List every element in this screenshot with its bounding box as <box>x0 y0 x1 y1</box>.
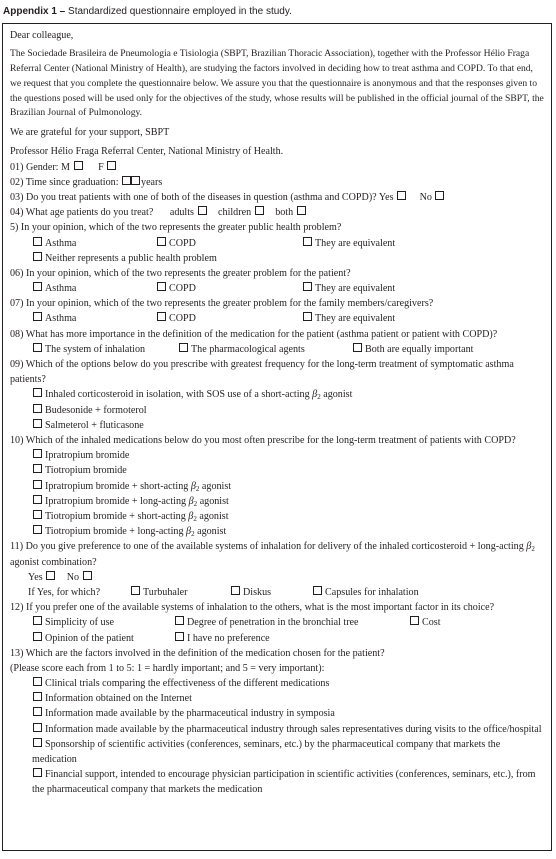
q12-no-preference-label: I have no preference <box>187 632 270 644</box>
q05-equivalent-label: They are equivalent <box>315 237 396 249</box>
checkbox-q06-equivalent[interactable] <box>303 282 312 291</box>
question-12: 12) If you prefer one of the available systems of inhalation to the others, what is the most important factor in its choice? <box>10 602 495 614</box>
checkbox-q05-neither[interactable] <box>33 252 42 261</box>
beta-symbol: β <box>186 526 192 538</box>
q07-asthma-label: Asthma <box>45 313 77 325</box>
q13-internet-label: Information obtained on the Internet <box>45 693 192 705</box>
checkbox-q13-internet[interactable] <box>33 692 42 701</box>
beta-subscript: 2 <box>317 393 321 402</box>
q12-penetration-label: Degree of penetration in the bronchial tree <box>187 617 359 629</box>
checkbox-q11-diskus[interactable] <box>231 586 240 595</box>
question-07: 07) In your opinion, which of the two represents the greater problem for the family members/caregivers? <box>10 298 434 310</box>
question-09: 09) Which of the options below do you prescribe with greatest frequency for the long-term treatment of symptomatic asthma patients? <box>10 359 514 386</box>
q06-copd-label: COPD <box>169 283 196 295</box>
checkbox-q11-yes[interactable] <box>46 571 55 580</box>
q04-adults-label: adults <box>169 207 194 219</box>
greeting: Dear colleague, <box>10 30 74 41</box>
q03-yes-label: Yes <box>378 191 394 203</box>
checkbox-q09-salmeterol[interactable] <box>33 419 42 428</box>
q06-asthma-label: Asthma <box>45 283 77 295</box>
checkbox-q09-ics[interactable] <box>33 388 42 397</box>
q13-sponsorship-label: Sponsorship of scientific activities (conferences, seminars, etc.) by the pharmaceutical company that markets the medication <box>32 738 501 766</box>
q11-ifyes-label: If Yes, for which? <box>28 586 101 598</box>
question-04 <box>10 205 545 220</box>
q09-ics-agonist: agonist <box>323 389 353 401</box>
beta-subscript: 2 <box>191 530 195 539</box>
beta-subscript: 2 <box>531 545 535 554</box>
q13-option-5 <box>10 737 545 767</box>
q11-yes-no-row <box>10 570 545 585</box>
q11-which-row <box>10 585 545 600</box>
q08-options-row <box>10 342 545 357</box>
checkbox-q04-adults[interactable] <box>198 206 207 215</box>
checkbox-q07-copd[interactable] <box>157 312 166 321</box>
input-years-digit-1[interactable] <box>122 176 131 185</box>
q09-option-2 <box>10 403 545 418</box>
checkbox-q10-ipratropium[interactable] <box>33 449 42 458</box>
checkbox-q11-no[interactable] <box>83 571 92 580</box>
checkbox-q03-yes[interactable] <box>397 191 406 200</box>
q08-both-label: Both are equally important <box>365 343 474 355</box>
q10-agonist-label: agonist <box>199 510 229 522</box>
q13-clinical-trials-label: Clinical trials comparing the effectiveness of the different medications <box>45 678 330 690</box>
checkbox-q13-clinical-trials[interactable] <box>33 677 42 686</box>
q13-option-1 <box>10 676 545 691</box>
q10-agonist-label: agonist <box>197 526 227 538</box>
checkbox-q06-copd[interactable] <box>157 282 166 291</box>
beta-subscript: 2 <box>193 499 198 508</box>
beta-symbol: β <box>188 510 194 522</box>
checkbox-q05-copd[interactable] <box>157 237 166 246</box>
q10-option-4 <box>10 494 545 509</box>
appendix-caption <box>3 5 553 19</box>
questionnaire-content <box>10 28 545 798</box>
q07-equivalent-label: They are equivalent <box>315 313 396 325</box>
q07-options-row <box>10 311 545 326</box>
q13-option-3 <box>10 706 545 721</box>
q10-ipratropium-label: Ipratropium bromide <box>45 450 130 462</box>
checkbox-q06-asthma[interactable] <box>33 282 42 291</box>
q05-neither-label: Neither represents a public health problem <box>45 252 217 264</box>
checkbox-q13-sponsorship[interactable] <box>33 738 42 747</box>
checkbox-q12-penetration[interactable] <box>175 616 184 625</box>
q13-financial-support-label: Financial support, intended to encourage physician participation in scientific activities (conferences, seminars, etc.), from the pharmaceutical company that markets the medication <box>32 769 536 796</box>
beta-symbol: β <box>526 541 532 553</box>
thanks-line: We are grateful for your support, SBPT <box>10 127 170 139</box>
q10-ipra-short-label: Ipratropium bromide + short-acting <box>45 480 189 492</box>
q08-agents-label: The pharmacological agents <box>191 343 305 355</box>
question-01-text: 01) Gender: M <box>10 161 70 173</box>
beta-symbol: β <box>312 389 318 401</box>
checkbox-q08-agents[interactable] <box>179 343 188 352</box>
q09-budesonide-label: Budesonide + formoterol <box>45 404 147 416</box>
q08-inhalation-label: The system of inhalation <box>45 343 146 355</box>
q12-options-row-2 <box>10 631 545 646</box>
q12-cost-label: Cost <box>422 617 441 629</box>
checkbox-q05-asthma[interactable] <box>33 237 42 246</box>
checkbox-q09-budesonide[interactable] <box>33 404 42 413</box>
q10-agonist-label: agonist <box>201 480 232 492</box>
q10-tio-long-label: Tiotropium bromide + long-acting <box>45 526 184 538</box>
checkbox-q08-both[interactable] <box>353 343 362 352</box>
q11-capsules-label: Capsules for inhalation <box>325 586 419 598</box>
q10-option-3 <box>10 479 545 494</box>
q11-diskus-label: Diskus <box>243 586 272 598</box>
q09-salmeterol-label: Salmeterol + fluticasone <box>45 419 144 431</box>
beta-subscript: 2 <box>193 514 197 523</box>
question-06: 06) In your opinion, which of the two represents the greater problem for the patient? <box>10 267 351 279</box>
q09-ics-label: Inhaled corticosteroid in isolation, with SOS use of a short-acting <box>45 389 310 401</box>
q06-options-row <box>10 281 545 296</box>
question-11 <box>10 539 545 569</box>
q13-option-6 <box>10 767 545 797</box>
q06-equivalent-label: They are equivalent <box>315 283 396 295</box>
q10-ipra-long-label: Ipratropium bromide + long-acting <box>45 495 187 507</box>
checkbox-q12-cost[interactable] <box>410 616 419 625</box>
checkbox-q07-asthma[interactable] <box>33 312 42 321</box>
beta-subscript: 2 <box>195 484 200 493</box>
checkbox-q10-tio-short[interactable] <box>33 510 42 519</box>
question-13-instructions: (Please score each from 1 to 5: 1 = hardly important; and 5 = very important): <box>10 662 325 674</box>
q04-children-label: children <box>218 207 252 219</box>
checkbox-q10-tiotropium[interactable] <box>33 464 42 473</box>
checkbox-q10-ipra-long[interactable] <box>33 495 42 504</box>
q10-option-5 <box>10 509 545 524</box>
checkbox-q12-simplicity[interactable] <box>33 616 42 625</box>
checkbox-q13-symposia[interactable] <box>33 707 42 716</box>
question-01 <box>10 160 545 175</box>
q13-sales-reps-label: Information made available by the pharmaceutical industry through sales representatives during visits to the office/hospital <box>45 723 542 735</box>
q10-option-1 <box>10 448 545 463</box>
question-03 <box>10 190 545 205</box>
question-04-text: 04) What age patients do you treat? <box>10 207 154 219</box>
question-08: 08) What has more importance in the definition of the medication for the patient (asthma patient or patient with COPD)? <box>10 328 498 340</box>
q10-tiotropium-label: Tiotropium bromide <box>45 465 127 477</box>
q05-options-row-2 <box>10 251 545 266</box>
question-13: 13) Which are the factors involved in the definition of the medication chosen for the patient? <box>10 647 385 659</box>
q10-tio-short-label: Tiotropium bromide + short-acting <box>45 510 186 522</box>
intro-paragraph: The Sociedade Brasileira de Pneumologia e Tisiologia (SBPT, Brazilian Thoracic Association), together with the Professor Hélio Fraga Referral Center (National Ministry of Health), are studying the factors involved in deciding how to treat asthma and COPD. To that end, we request that you complete the questionnaire below. We assure you that the questionnaire is anonymous and that the responses given to the questions posed will be used only for the objectives of the study, whose results will be published in the official journal of the SBPT, the Brazilian Journal of Pulmonology. <box>10 48 544 119</box>
question-02 <box>10 175 545 190</box>
q11-no-label: No <box>66 571 80 583</box>
q10-option-2 <box>10 463 545 478</box>
q10-option-6 <box>10 524 545 539</box>
q11-yes-label: Yes <box>28 571 43 583</box>
q04-both-label: both <box>275 207 294 219</box>
question-10: 10) Which of the inhaled medications below do you most often prescribe for the long-term treatment of patients with COPD? <box>10 435 516 447</box>
q09-option-3 <box>10 418 545 433</box>
question-11-text-b: agonist combination? <box>10 556 97 568</box>
checkbox-q04-both[interactable] <box>297 206 306 215</box>
appendix-label: Appendix 1 – <box>3 6 66 17</box>
checkbox-q13-financial-support[interactable] <box>33 768 42 777</box>
checkbox-q10-tio-long[interactable] <box>33 525 42 534</box>
checkbox-gender-m[interactable] <box>74 161 83 170</box>
q05-options-row-1 <box>10 236 545 251</box>
input-years-digit-2[interactable] <box>131 176 140 185</box>
question-02-text: 02) Time since graduation: <box>10 176 119 188</box>
q12-opinion-label: Opinion of the patient <box>45 632 134 644</box>
beta-symbol: β <box>188 495 194 507</box>
q10-agonist-label: agonist <box>199 495 229 507</box>
q12-simplicity-label: Simplicity of use <box>45 617 114 629</box>
question-11-text-a: 11) Do you give preference to one of the available systems of inhalation for delivery of the inhaled corticosteroid + long-acting <box>10 541 524 553</box>
checkbox-gender-f[interactable] <box>107 161 116 170</box>
checkbox-q11-turbuhaler[interactable] <box>131 586 140 595</box>
question-03-text: 03) Do you treat patients with one of both of the diseases in question (asthma and COPD)? <box>10 191 377 203</box>
beta-symbol: β <box>190 480 196 492</box>
checkbox-q11-capsules[interactable] <box>313 586 322 595</box>
checkbox-q05-equivalent[interactable] <box>303 237 312 246</box>
appendix-title: Standardized questionnaire employed in the study. <box>68 6 292 17</box>
q03-no-label: No <box>419 191 432 203</box>
q09-option-1 <box>10 387 545 402</box>
years-label: years <box>141 176 163 188</box>
checkbox-q10-ipra-short[interactable] <box>33 480 42 489</box>
q13-option-2 <box>10 691 545 706</box>
signature-line: Professor Hélio Fraga Referral Center, National Ministry of Health. <box>10 146 284 158</box>
q13-symposia-label: Information made available by the pharmaceutical industry in symposia <box>45 708 335 720</box>
question-05: 5) In your opinion, which of the two represents the greater public health problem? <box>10 222 342 234</box>
checkbox-q07-equivalent[interactable] <box>303 312 312 321</box>
q05-asthma-label: Asthma <box>45 237 77 249</box>
gender-f-label: F <box>98 161 104 173</box>
checkbox-q04-children[interactable] <box>255 206 264 215</box>
q12-options-row-1 <box>10 615 545 630</box>
q13-option-4 <box>10 722 545 737</box>
checkbox-q03-no[interactable] <box>435 191 444 200</box>
checkbox-q08-inhalation[interactable] <box>33 343 42 352</box>
q11-turbuhaler-label: Turbuhaler <box>143 586 188 598</box>
q05-copd-label: COPD <box>169 237 196 249</box>
checkbox-q13-sales-reps[interactable] <box>33 723 42 732</box>
checkbox-q12-no-preference[interactable] <box>175 632 184 641</box>
checkbox-q12-opinion[interactable] <box>33 632 42 641</box>
q07-copd-label: COPD <box>169 313 196 325</box>
